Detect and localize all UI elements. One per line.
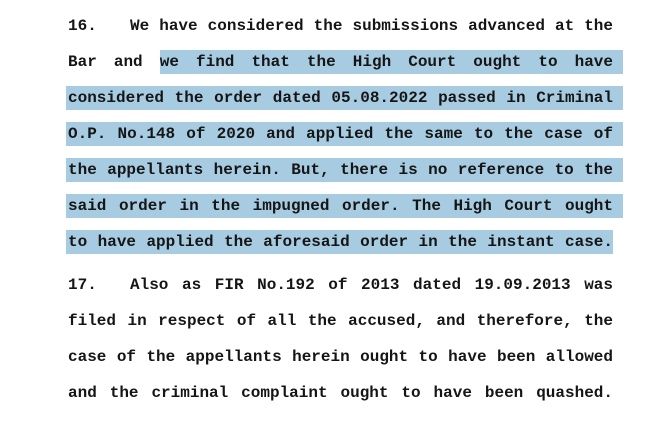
plain-text: and the criminal complaint ought to have been quashed. [68, 384, 613, 402]
document-text-block [68, 14, 613, 406]
text-line [68, 50, 613, 75]
highlighted-text: we find that the High Court ought to have [160, 50, 613, 74]
text-line [68, 194, 613, 219]
text-line [68, 273, 613, 298]
highlighted-text: O.P. No.148 of 2020 and applied the same to the case of [68, 122, 613, 146]
text-line [68, 345, 613, 370]
paragraph-number: 17. [68, 276, 97, 294]
highlighted-text: to have applied the aforesaid order in the instant case. [68, 230, 613, 254]
plain-text: case of the appellants herein ought to have been allowed [68, 348, 613, 366]
text-line [68, 230, 613, 255]
highlighted-text: the appellants herein. But, there is no reference to the [68, 158, 613, 182]
text-line [68, 122, 613, 147]
plain-text: filed in respect of all the accused, and therefore, the [68, 312, 613, 330]
text-line [68, 309, 613, 334]
text-line [68, 86, 613, 111]
highlighted-text: said order in the impugned order. The High Court ought [68, 194, 613, 218]
text-line [68, 158, 613, 183]
highlighted-text: considered the order dated 05.08.2022 passed in Criminal [68, 86, 613, 110]
plain-text: Bar and [68, 53, 143, 71]
text-line [68, 14, 613, 39]
paragraph-number: 16. [68, 17, 97, 35]
plain-text: We have considered the submissions advanced at the [130, 17, 613, 35]
text-line [68, 381, 613, 406]
plain-text: Also as FIR No.192 of 2013 dated 19.09.2013 was [130, 276, 613, 294]
